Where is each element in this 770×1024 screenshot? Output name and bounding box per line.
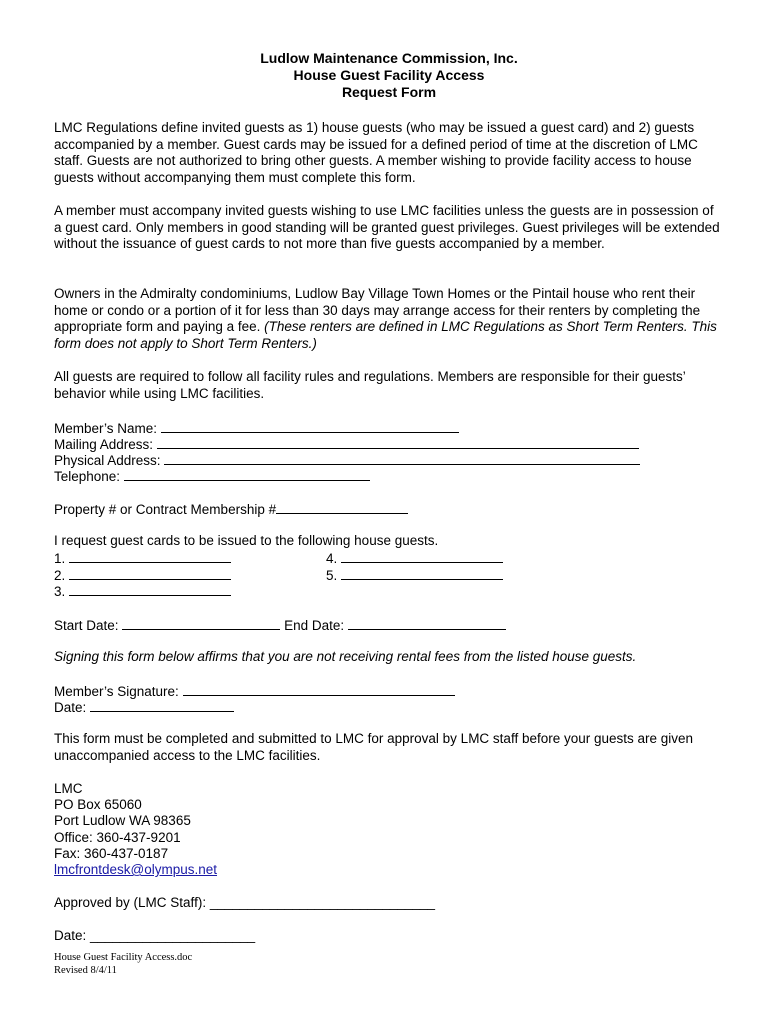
guest-5-number: 5.: [326, 568, 338, 583]
guest-4-field[interactable]: [341, 549, 503, 563]
guest-1-field[interactable]: [69, 549, 231, 563]
member-name-field[interactable]: [161, 419, 459, 433]
paragraph-guest-definition: LMC Regulations define invited guests as 1) house guests (who may be issued a guest card) and 2) guests accompanied by a member. Guest cards may be issued for a defined period of time at the discretion of LMC staff. Guests are not authorized to bring other guests. A member wishing to provide facility access to house guests without accompanying them must complete this form.: [54, 120, 698, 185]
paragraph-short-term-renters: [54, 286, 724, 352]
guest-1-row: [54, 549, 231, 568]
mailing-address-field[interactable]: [157, 435, 639, 449]
guest-4-number: 4.: [326, 551, 338, 566]
footer-filename: House Guest Facility Access.doc: [54, 952, 193, 963]
property-field[interactable]: [276, 500, 408, 514]
signature-field[interactable]: [183, 682, 455, 696]
guest-2-field[interactable]: [69, 566, 231, 580]
form-subtitle: Request Form: [341, 84, 437, 100]
paragraph-guest-privileges: A member must accompany invited guests wishing to use LMC facilities unless the guests are in possession of a guest card. Only members in good standing will be granted guest privileges. Guest privileges will be extended without the issuance of guest cards to not more than five guests accompanied by a member.: [54, 203, 720, 252]
guest-5-field[interactable]: [341, 566, 503, 580]
contact-city: Port Ludlow WA 98365: [54, 813, 191, 828]
submission-note: This form must be completed and submitted to LMC for approval by LMC staff before your guests are given unaccompanied access to the LMC facilities.: [54, 731, 694, 763]
start-date-label: Start Date:: [54, 618, 119, 633]
mailing-address-label: Mailing Address:: [54, 437, 154, 452]
telephone-field[interactable]: [124, 467, 370, 481]
contact-email-link[interactable]: lmcfrontdesk@olympus.net: [54, 862, 218, 877]
approval-date-row: Date: ______________________: [54, 928, 256, 943]
guest-3-row: [54, 582, 231, 601]
signature-date-field[interactable]: [90, 698, 234, 712]
property-row: [54, 500, 408, 519]
signing-note: Signing this form below affirms that you are not receiving rental fees from the listed house guests.: [54, 649, 637, 664]
property-label: Property # or Contract Membership #: [54, 502, 277, 517]
guest-5-row: [326, 566, 503, 585]
start-date-field[interactable]: [122, 616, 280, 630]
telephone-row: [54, 467, 370, 486]
guest-3-field[interactable]: [69, 582, 231, 596]
end-date-label: End Date:: [284, 618, 345, 633]
signature-label: Member’s Signature:: [54, 684, 179, 699]
dates-row: [54, 616, 506, 635]
physical-address-label: Physical Address:: [54, 453, 161, 468]
member-name-label: Member’s Name:: [54, 421, 158, 436]
contact-office-phone: Office: 360-437-9201: [54, 830, 181, 845]
contact-org: LMC: [54, 781, 83, 796]
guest-list-intro: I request guest cards to be issued to the following house guests.: [54, 533, 439, 548]
footer-revised: Revised 8/4/11: [54, 965, 117, 976]
guest-3-number: 3.: [54, 584, 66, 599]
guest-2-number: 2.: [54, 568, 66, 583]
paragraph-rules: All guests are required to follow all facility rules and regulations. Members are responsible for their guests’ behavior while using LMC facilities.: [54, 369, 686, 401]
end-date-field[interactable]: [348, 616, 506, 630]
contact-pobox: PO Box 65060: [54, 797, 142, 812]
contact-fax: Fax: 360-437-0187: [54, 846, 169, 861]
renters-text: Owners in the Admiralty condominiums, Ludlow Bay Village Town Homes or the Pintail house who rent their home or condo or a portion of it for less than 30 days may arrange access for their renters by completing the appropriate form and paying a fee.: [54, 286, 701, 335]
form-title: House Guest Facility Access: [293, 67, 485, 83]
org-title: Ludlow Maintenance Commission, Inc.: [260, 50, 518, 66]
approved-by-row: Approved by (LMC Staff): ______________________________: [54, 895, 436, 910]
guest-1-number: 1.: [54, 551, 66, 566]
signature-date-label: Date:: [54, 700, 87, 715]
guest-4-row: [326, 549, 503, 568]
signature-date-row: [54, 698, 234, 717]
renters-note: (These renters are defined in LMC Regulations as Short Term Renters. This form does not apply to Short Term Renters.): [54, 319, 717, 351]
telephone-label: Telephone:: [54, 469, 121, 484]
physical-address-field[interactable]: [164, 451, 640, 465]
